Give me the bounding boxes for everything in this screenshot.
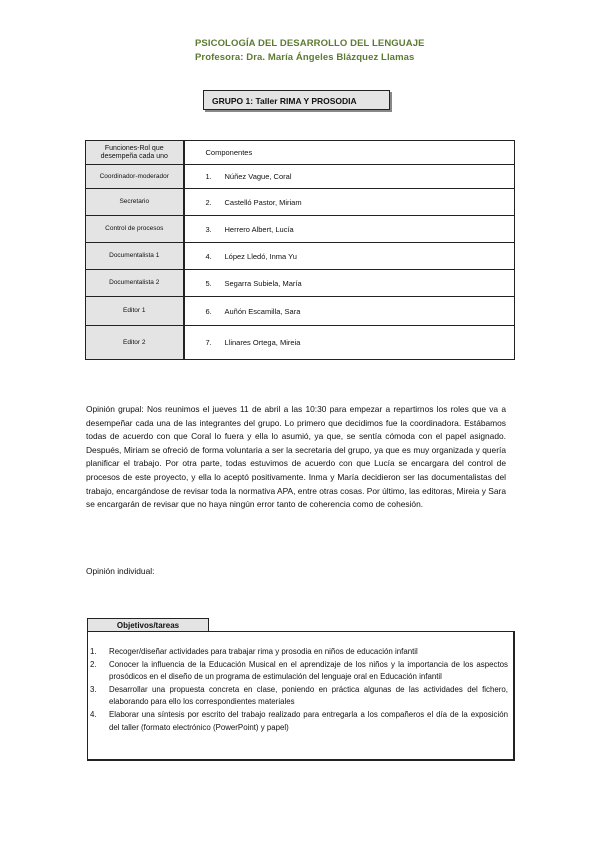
member-number: 5. [205,278,212,288]
role-cell: Coordinador-moderador [86,165,184,189]
member-number: 6. [205,306,212,316]
table-header-row [86,141,515,165]
item-text: Conocer la influencia de la Educación Musical en el aprendizaje de los niños y la importancia de los aspectos prosódicos en el diseño de un programa de estimulación del lenguaje oral en Educación infantil [109,659,508,682]
roles-table [85,140,515,360]
member-cell [184,297,515,326]
table-row [86,243,515,270]
column-header-members: Componentes [184,141,515,165]
member-cell [184,216,515,243]
member-cell [184,165,515,189]
role-cell: Documentalista 1 [86,243,184,270]
item-number: 3. [90,684,97,694]
list-item [90,684,508,709]
member-name: Herrero Albert, Lucía [224,224,294,234]
role-cell: Editor 1 [86,297,184,326]
item-number: 1. [90,647,97,656]
member-number: 3. [205,224,212,234]
table-row [86,326,515,360]
table-row [86,216,515,243]
table-row [86,165,515,189]
list-item [90,709,508,734]
role-cell: Documentalista 2 [86,270,184,297]
list-item [90,646,508,659]
objectives-title: Objetivos/tareas [87,618,209,632]
item-number: 2. [90,659,97,669]
member-number: 4. [205,251,212,261]
item-number: 4. [90,709,97,719]
member-name: Auñón Escamilla, Sara [224,306,301,316]
member-name: Castelló Pastor, Miriam [224,197,302,207]
table-row [86,189,515,216]
individual-opinion-label: Opinión individual: [86,566,155,576]
member-name: Llinares Ortega, Mireia [224,338,301,347]
member-number: 2. [205,197,212,207]
member-cell [184,189,515,216]
member-cell [184,326,515,360]
document-title: PSICOLOGÍA DEL DESARROLLO DEL LENGUAJE [195,38,425,49]
role-cell: Secretario [86,189,184,216]
role-cell: Control de procesos [86,216,184,243]
list-item [90,659,508,684]
item-text: Desarrollar una propuesta concreta en clase, poniendo en práctica algunas de las actividades del fichero, elaborando para ello los correspondientes materiales [109,684,508,707]
member-cell [184,243,515,270]
member-name: López Lledó, Inma Yu [224,251,297,261]
professor-name: Profesora: Dra. María Ángeles Blázquez Llamas [195,52,415,63]
column-header-roles: Funciones-Rol que desempeña cada uno [86,141,184,165]
item-text: Recoger/diseñar actividades para trabajar rima y prosodia en niños de educación infantil [109,647,418,656]
objectives-list [90,646,508,734]
table-row [86,297,515,326]
member-cell [184,270,515,297]
group-opinion-paragraph: Opinión grupal: Nos reunimos el jueves 11 de abril a las 10:30 para empezar a repartirnos los roles que va a desempeñar cada una de las integrantes del grupo. Lo primero que decidimos fue la coordinadora. Estábamos todas de acuerdo con que Coral lo fuera y ella lo asumió, ya que, se sentía cómoda con el papel asignado. Después, Miriam se ofreció de forma voluntaria a ser la secretaria del grupo, ya que es muy organizada y quería planificar el trabajo. Por otra parte, todas estuvimos de acuerdo con que Lucía se encargara del control de procesos de este proyecto, y ella lo aceptó positivamente. Inma y María decidieron ser las documentalistas del trabajo, encargándose de revisar toda la normativa APA, entre otras cosas. Por último, las editoras, Mireia y Sara se encargarán de revisar que no haya ningún error tanto de coherencia como de cohesión. [86,404,506,510]
table-row [86,270,515,297]
member-number: 7. [205,338,212,347]
member-name: Segarra Subiela, María [224,278,302,288]
role-cell: Editor 2 [86,326,184,360]
item-text: Elaborar una síntesis por escrito del trabajo realizado para entregarla a los compañeros el día de la exposición del taller (formato electrónico (PowerPoint) y papel) [109,709,508,732]
group-label: GRUPO 1: Taller RIMA Y PROSODIA [203,90,390,110]
member-name: Núñez Vague, Coral [224,172,292,181]
member-number: 1. [205,172,212,181]
